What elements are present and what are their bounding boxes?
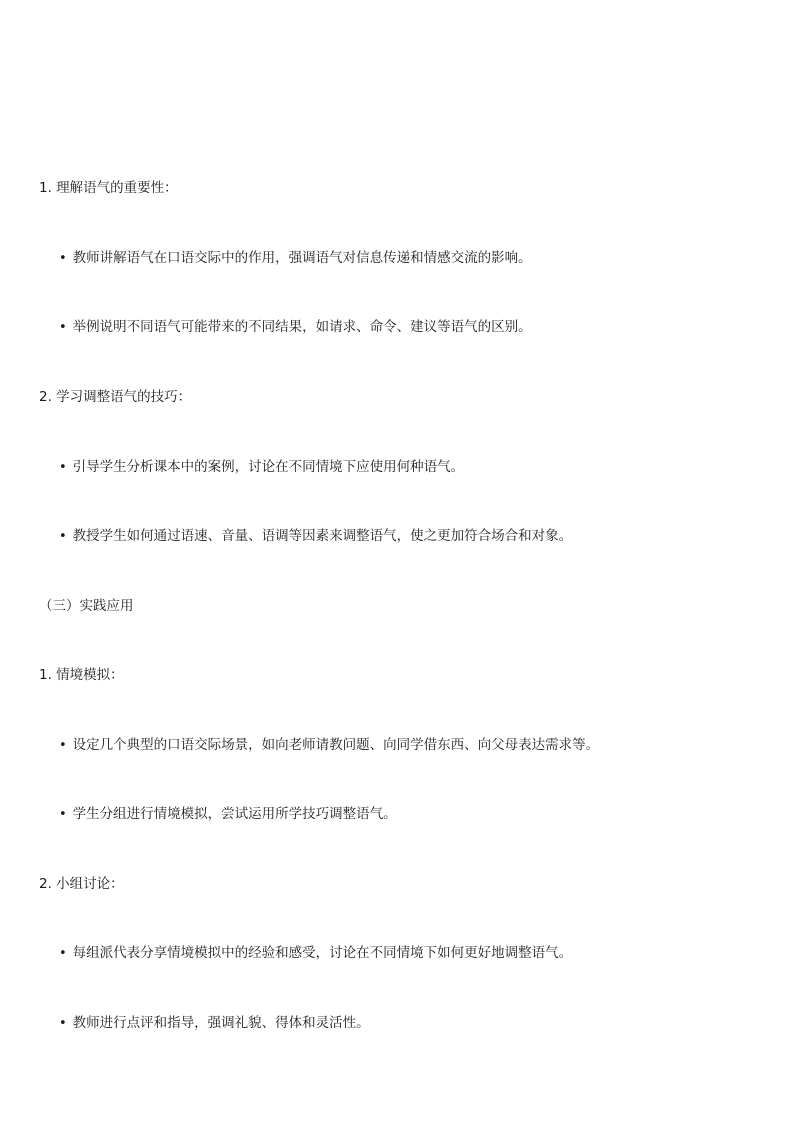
list-item-text: 每组派代表分享情境模拟中的经验和感受，讨论在不同情境下如何更好地调整语气。: [72, 945, 573, 961]
bullet-icon: •: [59, 320, 67, 335]
list-item: [59, 735, 599, 756]
list-item-text: 设定几个典型的口语交际场景，如向老师请教问题、向同学借东西、向父母表达需求等。: [72, 737, 600, 753]
list-item-text: 举例说明不同语气可能带来的不同结果，如请求、命令、建议等语气的区别。: [72, 319, 532, 335]
bullet-icon: •: [59, 529, 67, 544]
section-heading-tone-skills: [39, 387, 191, 407]
section-heading-group-discussion: [39, 874, 124, 894]
list-item-text: 教师进行点评和指导，强调礼貌、得体和灵活性。: [72, 1015, 370, 1031]
list-item: [59, 943, 572, 964]
list-item: [59, 526, 572, 547]
section-heading-understand-tone: [39, 178, 178, 198]
list-item-text: 学生分组进行情境模拟，尝试运用所学技巧调整语气。: [72, 806, 397, 822]
list-item: [59, 804, 397, 825]
list-item: [59, 457, 464, 478]
list-item: [59, 248, 532, 269]
list-item-text: 教师讲解语气在口语交际中的作用，强调语气对信息传递和情感交流的影响。: [72, 250, 532, 266]
bullet-icon: •: [59, 251, 67, 266]
bullet-icon: •: [59, 738, 67, 753]
heading-text: 2. 学习调整语气的技巧：: [39, 389, 192, 405]
bullet-icon: •: [59, 946, 67, 961]
bullet-icon: •: [59, 1016, 67, 1031]
list-item-text: 教授学生如何通过语速、音量、语调等因素来调整语气，使之更加符合场合和对象。: [72, 528, 573, 544]
section-heading-simulation: [39, 665, 124, 685]
bullet-icon: •: [59, 460, 67, 475]
section-heading-practice: [39, 596, 134, 616]
heading-text: 1. 情境模拟：: [39, 667, 124, 683]
list-item-text: 引导学生分析课本中的案例，讨论在不同情境下应使用何种语气。: [72, 459, 465, 475]
list-item: [59, 1013, 370, 1034]
heading-text: 1. 理解语气的重要性：: [39, 180, 178, 196]
heading-text: 2. 小组讨论：: [39, 876, 124, 892]
list-item: [59, 317, 532, 338]
heading-text: （三）实践应用: [39, 598, 134, 614]
bullet-icon: •: [59, 807, 67, 822]
